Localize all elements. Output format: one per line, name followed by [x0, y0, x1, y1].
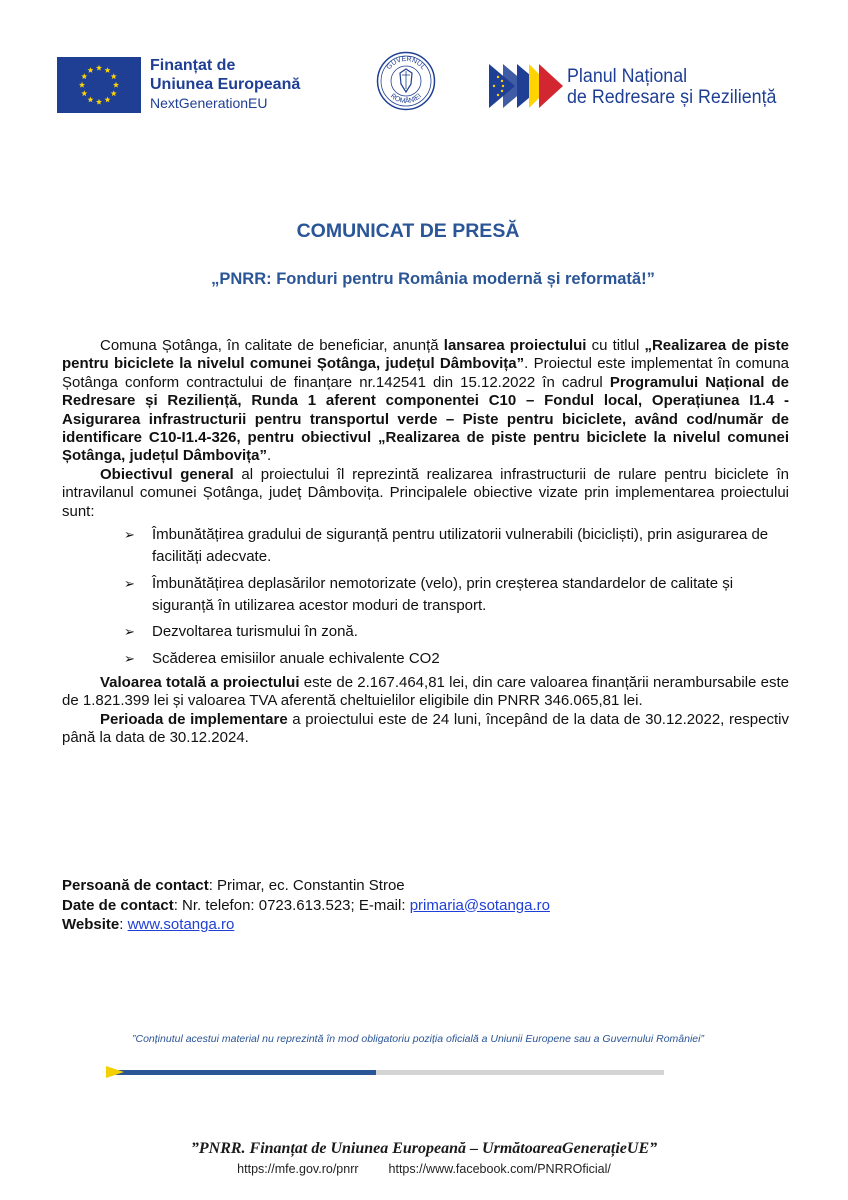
progress-tip-arrow-icon: [106, 1066, 124, 1078]
contact-person-label: Persoană de contact: [62, 877, 209, 894]
eu-star-icon: [104, 67, 110, 73]
arrow-bullet-icon: ➢: [124, 624, 135, 640]
arrow-bullet-icon: ➢: [124, 527, 135, 543]
pnrr-line-2: de Redresare și Reziliență: [567, 87, 777, 108]
value-bold-label: Valoarea totală a proiectului: [100, 674, 300, 692]
intro-text-2: cu titlul: [586, 337, 645, 354]
list-item: [124, 648, 789, 670]
eu-line-1: Finanțat de: [150, 57, 236, 74]
objective-text: al proiectului îl reprezintă realizarea infrastructurii de rulare pentru biciclete în intravilanul comunei Șotânga, județ Dâmbovița. Principalele obiective vizate prin implementarea proiectului sunt:: [62, 465, 789, 520]
progress-bar-fill: [110, 1070, 376, 1075]
list-item: [124, 524, 789, 568]
page-subtitle: „PNRR: Fonduri pentru România modernă și reformată!”: [211, 270, 655, 288]
footer-title: ”PNRR. Finanțat de Uniunea Europeană – UrmătoareaGenerațieUE”: [190, 1140, 658, 1157]
eu-star-icon: [111, 73, 117, 79]
objective-item-text: Îmbunătățirea gradului de siguranță pentru utilizatorii vulnerabili (bicicliști), prin asigurarea de facilități adecvate.: [152, 526, 769, 566]
email-link[interactable]: primaria@sotanga.ro: [409, 896, 550, 914]
paragraph-value: [62, 674, 789, 711]
contact-person-row: [62, 876, 550, 896]
eu-star-icon: [81, 73, 87, 79]
eu-star-icon: [81, 90, 87, 96]
intro-bold-project-title: „Realizarea de piste pentru biciclete la nivelul comunei Șotânga, județul Dâmbovița”: [62, 337, 789, 373]
pnrr-logo-icon: [489, 62, 565, 110]
period-text: a proiectului este de 24 luni, începând de la data de 30.12.2022, respectiv până la data de 30.12.2024.: [62, 710, 789, 747]
period-bold-label: Perioada de implementare: [100, 710, 288, 728]
eu-star-icon: [113, 82, 119, 88]
seal-bottom-text: ROMÂNIEI: [389, 92, 424, 106]
objective-bold-label: Obiectivul general: [100, 465, 234, 483]
footer-links: [0, 1162, 848, 1176]
objective-item-text: Dezvoltarea turismului în zonă.: [152, 623, 358, 641]
contact-details-label: Date de contact: [62, 896, 174, 914]
arrow-bullet-icon: ➢: [124, 575, 135, 591]
website-link[interactable]: www.sotanga.ro: [127, 916, 235, 933]
eu-flag-icon: [57, 57, 141, 113]
eu-star-icon: [104, 97, 110, 103]
list-item: [124, 573, 789, 617]
eu-star-icon: [96, 99, 102, 105]
paragraph-objective: [62, 466, 789, 521]
paragraph-period: [62, 711, 789, 748]
list-item: [124, 621, 789, 643]
eu-funding-label: [150, 56, 300, 113]
intro-bold-launch: lansarea proiectului: [443, 337, 587, 354]
facebook-link[interactable]: https://www.facebook.com/PNRROficial/: [388, 1162, 611, 1176]
press-release-body: [62, 337, 789, 748]
pnrr-line-1: Planul Național: [567, 66, 688, 87]
eu-star-icon: [79, 82, 85, 88]
eu-star-icon: [111, 90, 117, 96]
value-text: este de 2.167.464,81 lei, din care valoarea finanțării nerambursabile este de 1.821.399 lei și valoarea TVA aferentă cheltuielilor eligibile din PNRR 346.065,81 lei.: [62, 674, 789, 710]
footer-progress-bar: [110, 1070, 664, 1075]
intro-text-4: .: [267, 447, 272, 465]
eu-star-icon: [96, 65, 102, 71]
mfe-link[interactable]: https://mfe.gov.ro/pnrr: [237, 1162, 359, 1176]
intro-text-1: Comuna Șotânga, în calitate de beneficiar, anunță: [100, 337, 444, 354]
contact-person-value: : Primar, ec. Constantin Stroe: [208, 877, 405, 894]
paragraph-intro: [62, 337, 789, 466]
arrow-bullet-icon: ➢: [124, 650, 135, 666]
eu-line-3: NextGenerationEU: [150, 95, 268, 111]
eu-star-icon: [87, 67, 93, 73]
eu-line-2: Uniunea Europeană: [150, 76, 301, 93]
objectives-list: [62, 524, 789, 670]
intro-text-3: . Proiectul este implementat în comuna Șotânga conform contractului de finanțare nr.142541 din 15.12.2022 în cadrul: [62, 355, 790, 391]
disclaimer-text: ”Conținutul acestui material nu reprezintă în mod obligatoriu poziția oficială a Uniunii Europene sau a Guvernului României”: [132, 1033, 704, 1045]
objective-item-text: Scăderea emisiilor anuale echivalente CO2: [152, 649, 440, 667]
contact-website-row: [62, 915, 550, 935]
contact-details-value: : Nr. telefon: 0723.613.523; E-mail:: [173, 896, 410, 914]
intro-bold-programme: Programului Național de Redresare și Reziliență, Runda 1 aferent componentei C10 – Fondul local, Operațiunea I1.4 - Asigurarea infrastructurii pentru transportul verde – Piste pentru biciclete, având cod/număr de identificare C10-I1.4-326, pentru obiectivul „Realizarea de piste pentru biciclete la nivelul comunei Șotânga, județul Dâmbovița”: [62, 373, 789, 465]
eu-star-icon: [87, 97, 93, 103]
objective-item-text: Îmbunătățirea deplasărilor nemotorizate (velo), prin creșterea standardelor de calitate și siguranță în utilizarea acestor moduri de transport.: [152, 574, 734, 614]
website-label: Website: [62, 916, 120, 933]
page-title: COMUNICAT DE PRESĂ: [296, 220, 520, 242]
government-seal-icon: [376, 51, 436, 111]
contact-block: [62, 876, 550, 935]
website-separator: :: [119, 916, 128, 933]
pnrr-label: [567, 66, 776, 108]
contact-details-row: [62, 896, 550, 916]
seal-top-text: GUVERNUL: [385, 55, 427, 72]
